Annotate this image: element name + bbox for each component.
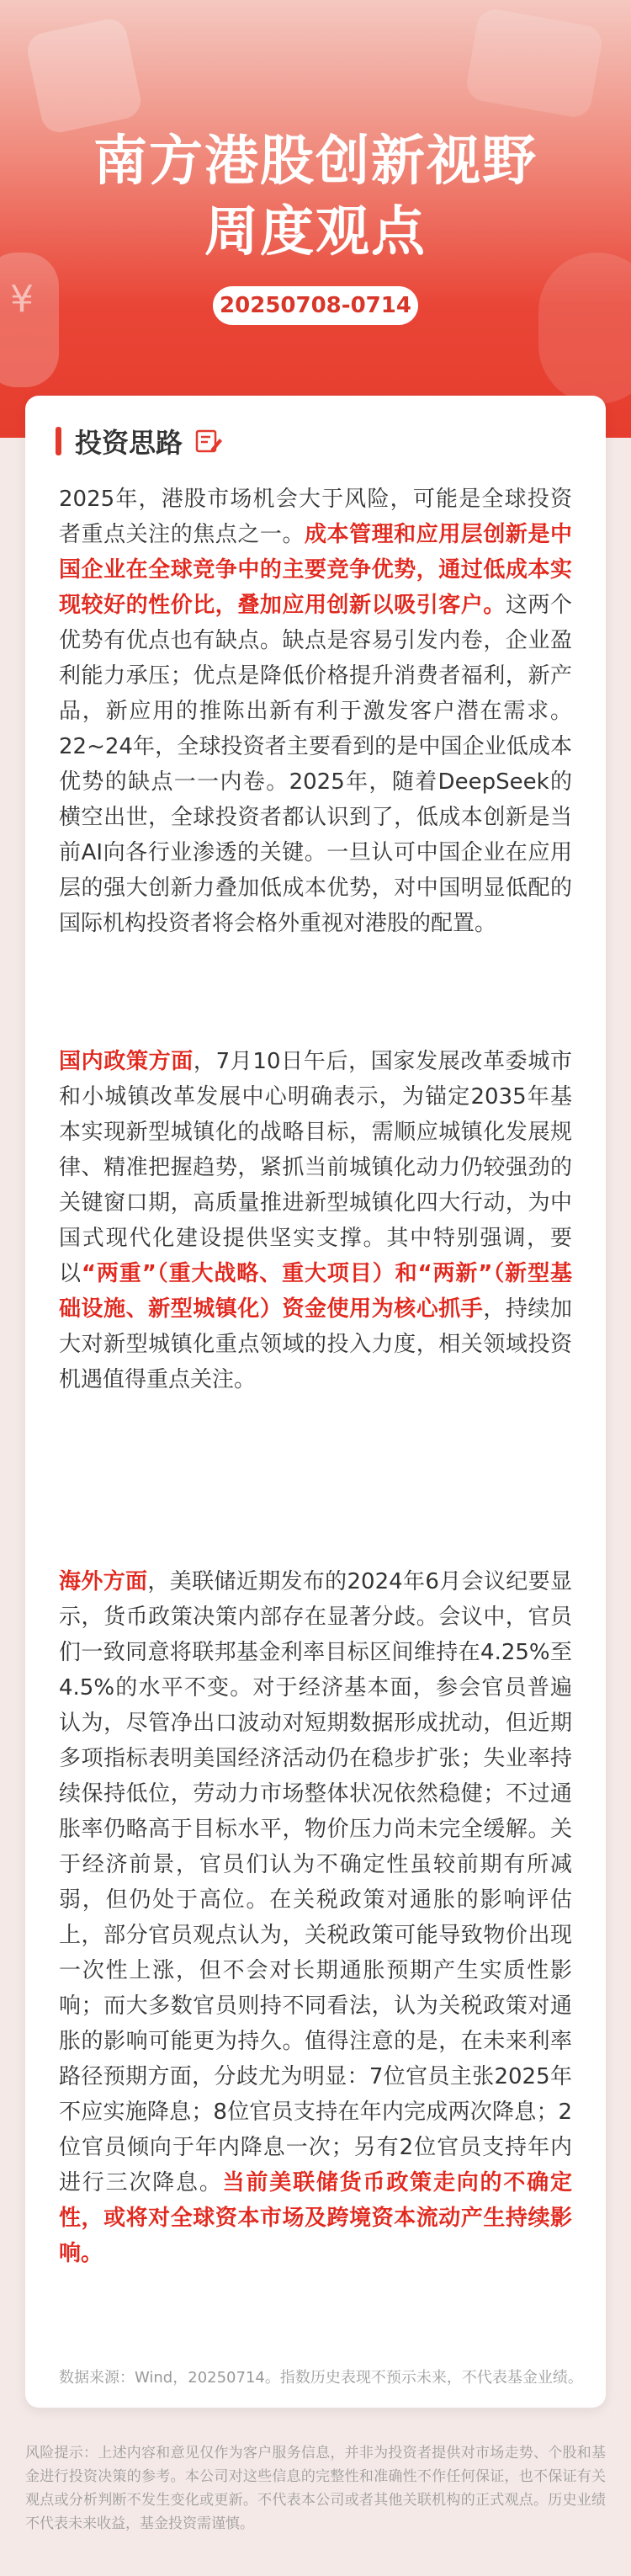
- decorative-shape: [464, 7, 605, 120]
- text-span: 2025年，港股市场机会大于风险，可能是全球投资者重点关注的焦点之一。: [59, 487, 572, 547]
- title-line-2: 周度观点: [204, 201, 427, 263]
- paragraph-strategy: [59, 482, 572, 941]
- paragraph-overseas: [59, 1564, 572, 2271]
- header-banner: [0, 0, 631, 438]
- text-span: 这两个优势有优点也有缺点。缺点是容易引发内卷，企业盈利能力承压；优点是降低价格提升消费者福利，新产品，新应用的推陈出新有利于激发客户潜在需求。22~24年，全球投资者主要看到的是中国企业低成本优势的缺点一一内卷。2025年，随着DeepSeek的横空出世，全球投资者都认识到了，低成本创新是当前AI向各行业渗透的关键。一旦认可中国企业在应用层的强大创新力叠加低成本优势，对中国明显低配的国际机构投资者将会格外重视对港股的配置。: [59, 593, 572, 936]
- section-title: 投资思路: [75, 427, 183, 459]
- section-header: [56, 424, 223, 458]
- text-span: ，持续加大对新型城镇化重点领域的投入力度，相关领域投资机遇值得重点关注。: [59, 1296, 572, 1392]
- paragraph-domestic-policy: [59, 1044, 572, 1397]
- highlight-span: “两重”（重大战略、重大项目）和“两新”（新型基础设施、新型城镇化）资金使用为核心抓手: [59, 1261, 572, 1322]
- section-accent-bar: [56, 427, 61, 455]
- edit-icon: [194, 427, 223, 455]
- decorative-shape: [24, 16, 144, 136]
- page-title: [0, 126, 631, 268]
- content-card: [25, 396, 606, 2408]
- title-line-1: 南方港股创新视野: [93, 130, 538, 193]
- highlight-span: 海外方面: [59, 1569, 148, 1594]
- source-note: 数据来源：Wind，20250714。指数历史表现不预示未来，不代表基金业绩。: [59, 2369, 583, 2387]
- text-span: ，美联储近期发布的2024年6月会议纪要显示，货币政策决策内部存在显著分歧。会议中，官员们一致同意将联邦基金利率目标区间维持在4.25%至4.5%的水平不变。对于经济基本面，参会官员普遍认为，尽管净出口波动对短期数据形成扰动，但近期多项指标表明美国经济活动仍在稳步扩张；失业率持续保持低位，劳动力市场整体状况依然稳健；不过通胀率仍略高于目标水平，物价压力尚未完全缓解。关于经济前景，官员们认为不确定性虽较前期有所减弱，但仍处于高位。在关税政策对通胀的影响评估上，部分官员观点认为，关税政策可能导致物价出现一次性上涨，但不会对长期通胀预期产生实质性影响；而大多数官员则持不同看法，认为关税政策对通胀的影响可能更为持久。值得注意的是，在未来利率路径预期方面，分歧尤为明显：7位官员主张2025年不应实施降息；8位官员支持在年内完成两次降息；2位官员倾向于年内降息一次；另有2位官员支持年内进行三次降息。: [59, 1569, 572, 2195]
- highlight-span: 成本管理和应用层创新是中国企业在全球竞争中的主要竞争优势，通过低成本实现较好的性价比，叠加应用创新以吸引客户。: [59, 522, 572, 618]
- text-span: ，7月10日午后，国家发展改革委城市和小城镇改革发展中心明确表示，为锚定2035年基本实现新型城镇化的战略目标，需顺应城镇化发展规律、精准把握趋势，紧抓当前城镇化动力仍较强劲的关键窗口期，高质量推进新型城镇化四大行动，为中国式现代化建设提供坚实支撑。其中特别强调，要以: [59, 1049, 572, 1286]
- decorative-shape: [538, 253, 631, 404]
- risk-disclaimer: 风险提示：上述内容和意见仅作为客户服务信息，并非为投资者提供对市场走势、个股和基金进行投资决策的参考。本公司对这些信息的完整性和准确性不作任何保证，也不保证有关观点或分析判断不发生变化或更新。不代表本公司或者其他关联机构的正式观点。历史业绩不代表未来收益，基金投资需谨慎。: [25, 2445, 606, 2532]
- highlight-span: 当前美联储货币政策走向的不确定性，或将对全球资本市场及跨境资本流动产生持续影响。: [59, 2170, 572, 2266]
- yen-icon: ¥: [10, 278, 34, 321]
- highlight-span: 国内政策方面: [59, 1049, 194, 1074]
- date-range-badge: 20250708-0714: [213, 286, 418, 325]
